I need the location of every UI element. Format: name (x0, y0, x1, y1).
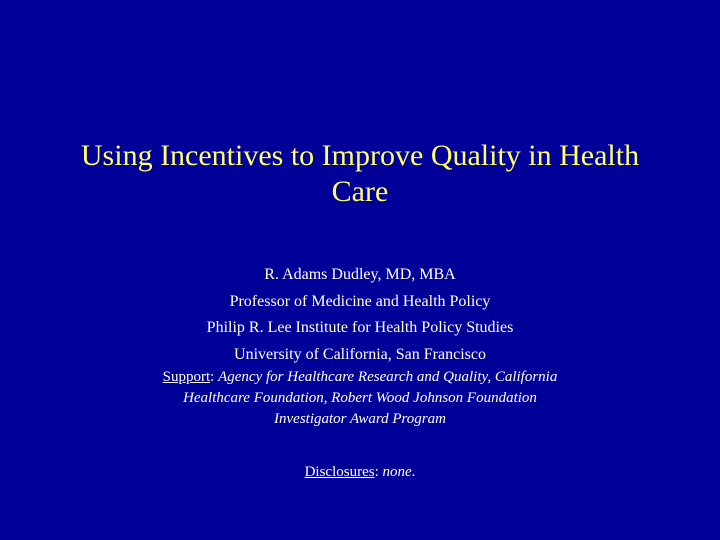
author-name: R. Adams Dudley, MD, MBA (264, 266, 456, 283)
support-block (100, 367, 620, 430)
support-text-1: Agency for Healthcare Research and Quality, California (218, 369, 558, 385)
support-label: Support (162, 369, 211, 385)
author-position: Professor of Medicine and Health Policy (229, 292, 491, 310)
support-text-2: Healthcare Foundation, Robert Wood Johnson Foundation (183, 390, 537, 406)
title-line-2: Care (331, 175, 389, 208)
disclosures-label: Disclosures (304, 464, 375, 480)
support-text-3: Investigator Award Program (274, 411, 446, 427)
author-university: University of California, San Francisco (234, 345, 486, 363)
disclosures-value: none (382, 464, 412, 480)
author-block (60, 262, 660, 368)
support-line-1 (100, 367, 620, 388)
title-line-1: Using Incentives to Improve Quality in Health (80, 139, 640, 172)
disclosures-end: . (411, 464, 416, 480)
disclosures-separator: : (374, 464, 379, 480)
slide-title (40, 138, 680, 210)
support-separator: : (210, 369, 215, 385)
author-institute: Philip R. Lee Institute for Health Policy Studies (206, 319, 514, 336)
disclosures-block (60, 462, 660, 482)
